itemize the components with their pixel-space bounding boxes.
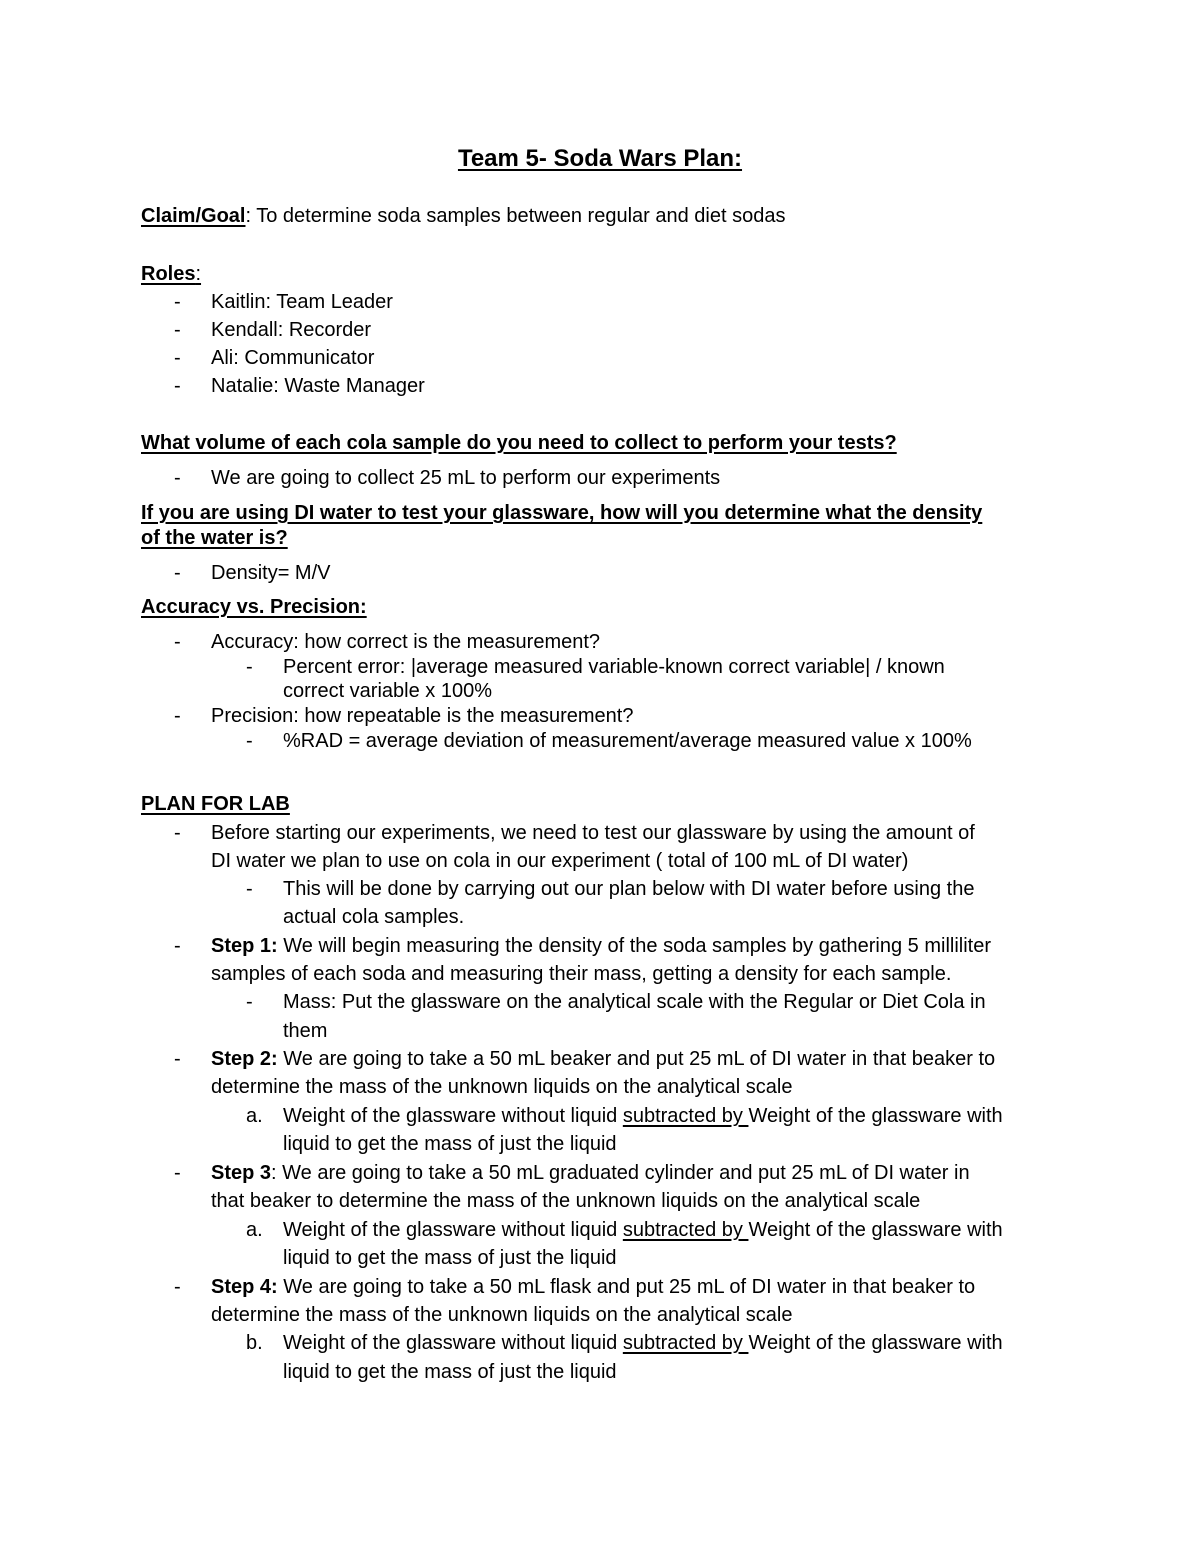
step4-sub-pre: Weight of the glassware without liquid	[283, 1332, 623, 1354]
plan-intro-sub-line2: actual cola samples.	[283, 906, 465, 928]
step4-line2: determine the mass of the unknown liquids on the analytical scale	[211, 1304, 793, 1326]
step2-sub-post: Weight of the glassware with	[748, 1105, 1003, 1127]
volume-answer: We are going to collect 25 mL to perform our experiments	[211, 467, 721, 489]
bullet-dash: -	[174, 1276, 181, 1298]
step2-sub-pre: Weight of the glassware without liquid	[283, 1105, 623, 1127]
accuracy-item: Accuracy: how correct is the measurement?	[211, 631, 601, 653]
bullet-dash: -	[174, 319, 181, 341]
step3-label: Step 3	[211, 1162, 272, 1184]
roles-heading	[141, 263, 201, 286]
plan-intro-line2: DI water we plan to use on cola in our experiment ( total of 100 mL of DI water)	[211, 850, 909, 872]
percent-error-line1: Percent error: |average measured variable-known correct variable| / known	[283, 656, 945, 678]
step2-label: Step 2:	[211, 1048, 278, 1070]
step3-line1	[211, 1162, 970, 1185]
step4-sub-line1	[283, 1332, 1003, 1355]
step1-label: Step 1:	[211, 935, 278, 957]
plan-intro-sub-line1: This will be done by carrying out our plan below with DI water before using the	[283, 878, 975, 900]
step3-line2: that beaker to determine the mass of the unknown liquids on the analytical scale	[211, 1190, 921, 1212]
step3-sub-post: Weight of the glassware with	[748, 1219, 1003, 1241]
step2-text: We are going to take a 50 mL beaker and put 25 mL of DI water in that beaker to	[277, 1048, 996, 1070]
bullet-dash: -	[174, 705, 181, 727]
bullet-dash: -	[174, 631, 181, 653]
volume-question: What volume of each cola sample do you need to collect to perform your tests?	[141, 432, 897, 454]
bullet-dash: -	[174, 935, 181, 957]
step4-label: Step 4:	[211, 1276, 278, 1298]
step2-sub-underlined: subtracted by	[622, 1105, 749, 1127]
density-question-line2: of the water is?	[141, 527, 288, 549]
step1-sub-line1: Mass: Put the glassware on the analytical scale with the Regular or Diet Cola in	[283, 991, 986, 1013]
bullet-dash: -	[246, 878, 253, 900]
step1-line2: samples of each soda and measuring their mass, getting a density for each sample.	[211, 963, 952, 985]
step3-sub-line2: liquid to get the mass of just the liquid	[283, 1247, 617, 1269]
density-answer: Density= M/V	[211, 562, 331, 584]
step1-line1	[211, 935, 991, 958]
step1-text: We will begin measuring the density of the soda samples by gathering 5 milliliter	[277, 935, 992, 957]
step4-text: We are going to take a 50 mL flask and put 25 mL of DI water in that beaker to	[277, 1276, 976, 1298]
bullet-dash: -	[174, 375, 181, 397]
plan-heading: PLAN FOR LAB	[141, 793, 290, 815]
step3-sub-line1	[283, 1219, 1003, 1242]
bullet-dash: -	[174, 347, 181, 369]
density-question-line1: If you are using DI water to test your glassware, how will you determine what the density	[141, 502, 983, 524]
step2-sub-line2: liquid to get the mass of just the liquid	[283, 1133, 617, 1155]
percent-error-line2: correct variable x 100%	[283, 680, 492, 702]
step3-text: : We are going to take a 50 mL graduated cylinder and put 25 mL of DI water in	[271, 1162, 970, 1184]
step4-line1	[211, 1276, 975, 1299]
claim-label: Claim/Goal	[141, 205, 246, 227]
list-marker: b.	[246, 1332, 263, 1354]
step4-sub-post: Weight of the glassware with	[748, 1332, 1003, 1354]
step2-line1	[211, 1048, 995, 1071]
claim-line	[141, 205, 785, 228]
claim-text: : To determine soda samples between regular and diet sodas	[245, 205, 786, 227]
accuracy-heading: Accuracy vs. Precision:	[141, 596, 367, 618]
bullet-dash: -	[174, 1162, 181, 1184]
step2-line2: determine the mass of the unknown liquids on the analytical scale	[211, 1076, 793, 1098]
role-item: Kendall: Recorder	[211, 319, 372, 341]
document-title: Team 5- Soda Wars Plan:	[457, 145, 743, 172]
plan-intro-line1: Before starting our experiments, we need to test our glassware by using the amount of	[211, 822, 975, 844]
step2-sub-line1	[283, 1105, 1003, 1128]
step3-sub-underlined: subtracted by	[622, 1219, 749, 1241]
list-marker: a.	[246, 1105, 263, 1127]
bullet-dash: -	[246, 656, 253, 678]
bullet-dash: -	[174, 822, 181, 844]
roles-colon: :	[195, 263, 202, 285]
step3-sub-pre: Weight of the glassware without liquid	[283, 1219, 623, 1241]
step1-sub-line2: them	[283, 1020, 328, 1042]
list-marker: a.	[246, 1219, 263, 1241]
rad-formula: %RAD = average deviation of measurement/average measured value x 100%	[283, 730, 972, 752]
step4-sub-line2: liquid to get the mass of just the liquid	[283, 1361, 617, 1383]
role-item: Natalie: Waste Manager	[211, 375, 425, 397]
roles-label: Roles	[141, 263, 196, 285]
bullet-dash: -	[174, 291, 181, 313]
bullet-dash: -	[246, 730, 253, 752]
role-item: Kaitlin: Team Leader	[211, 291, 393, 313]
step4-sub-underlined: subtracted by	[622, 1332, 749, 1354]
precision-item: Precision: how repeatable is the measurement?	[211, 705, 634, 727]
bullet-dash: -	[174, 562, 181, 584]
bullet-dash: -	[174, 1048, 181, 1070]
bullet-dash: -	[246, 991, 253, 1013]
role-item: Ali: Communicator	[211, 347, 375, 369]
bullet-dash: -	[174, 467, 181, 489]
